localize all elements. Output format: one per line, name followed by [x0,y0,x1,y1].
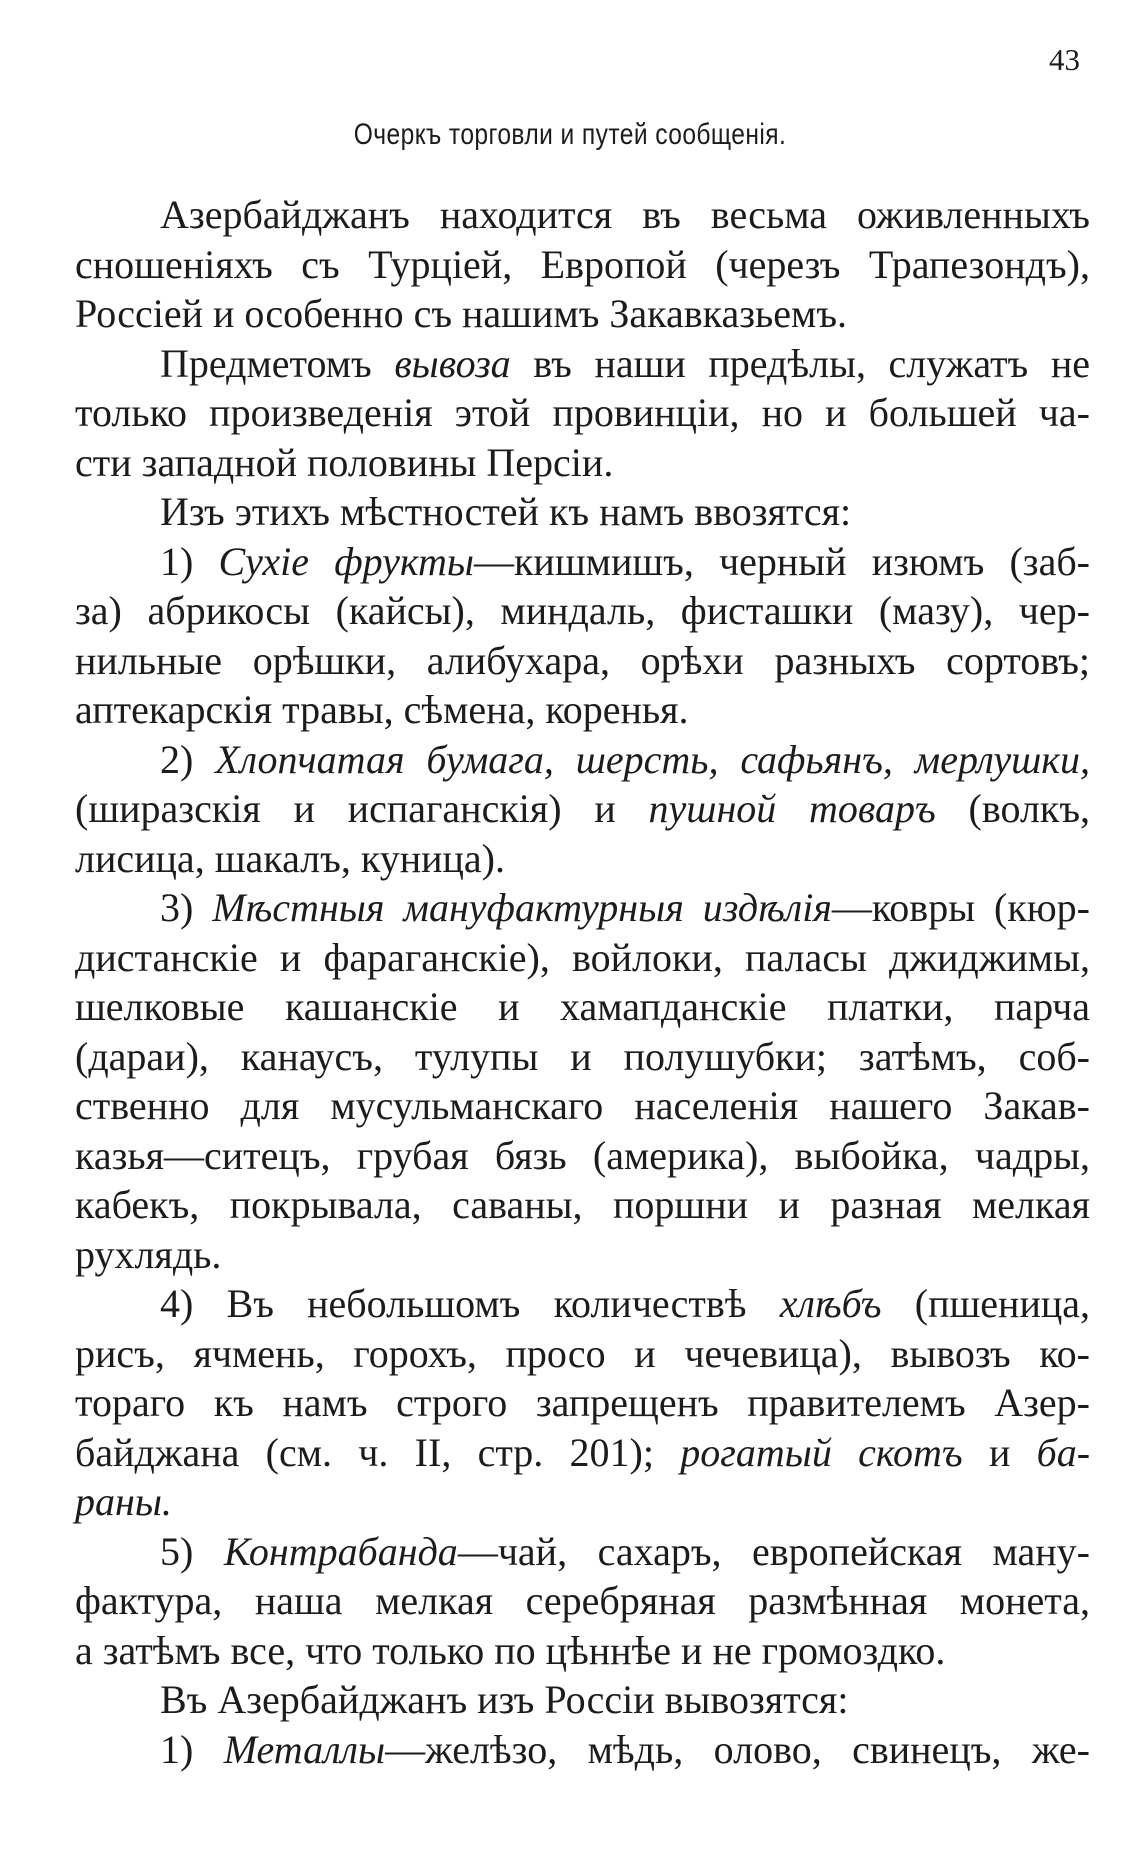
paragraph [75,883,1090,1279]
emphasis: раны. [75,1479,172,1524]
text-line: байджана (см. ч. II, стр. 201); рогатый скотъ и ба- [75,1429,1091,1475]
paragraph [75,1675,1090,1725]
text-line [75,1477,1090,1527]
text-line: Россіей и особенно съ нашимъ Закавказьемъ. [75,291,848,336]
text-line: Азербайджанъ находится въ весьма оживленныхъ [160,192,1090,237]
running-header: Очеркъ торговли и путей сообщенія. [353,118,787,151]
emphasis: хлѣбъ [779,1281,882,1326]
emphasis: Металлы [223,1726,386,1772]
text-line: сношеніяхъ съ Турціей, Европой (черезъ Трапезондъ), [75,241,1090,287]
text-line: Въ Азербайджанъ изъ Россіи вывозятся: [160,1677,849,1722]
text-line: Предметомъ вывоза въ наши предѣлы, служатъ не [160,340,1090,386]
text-line: 2) Хлопчатая бумага, шерсть, сафьянъ, мерлушки, [160,736,1090,782]
text-line: аптекарскія травы, сѣмена, коренья. [75,687,689,732]
paragraph [75,1725,1090,1775]
text-line: (дараи), канаусъ, тулупы и полушубки; затѣмъ, соб- [75,1033,1090,1079]
text-line: (ширазскія и испаганскія) и пушной товаръ (волкъ, [75,786,1091,831]
emphasis: Контрабанда [223,1528,458,1574]
text-line: нильные орѣшки, алибухара, орѣхи разныхъ сортовъ; [75,637,1090,683]
text-line: дистанскіе и фараганскіе), войлоки, паласы джиджимы, [75,934,1090,980]
paragraph [75,190,1090,339]
text-line: Изъ этихъ мѣстностей къ намъ ввозятся: [160,489,852,534]
paragraph [75,1527,1090,1676]
paragraph [75,339,1090,488]
text-line: 5) Контрабанда—чай, сахаръ, европейская ману- [160,1528,1090,1574]
emphasis: Хлопчатая бумага, шерсть, сафьянъ, мерлушки, [215,736,1090,782]
text-line: а затѣмъ все, что только по цѣннѣе и не громоздко. [75,1627,946,1673]
text-line: шелковые кашанскіе и хамапданскіе платки, парча [75,984,1090,1029]
emphasis: Сухіе фрукты [218,538,474,584]
paragraph [75,537,1090,735]
text-line: ственно для мусульманскаго населенія нашего Закав- [75,1083,1090,1128]
text-line: 4) Въ небольшомъ количествѣ хлѣбъ (пшеница, [160,1281,1091,1326]
text-line: за) абрикосы (кайсы), миндаль, фисташки (мазу), чер- [75,588,1090,633]
text-line: фактура, наша мелкая серебряная размѣнная монета, [75,1578,1090,1623]
text-line: 1) Металлы—желѣзо, мѣдь, олово, свинецъ, же- [160,1726,1091,1772]
text-line: лисица, шакалъ, куница). [75,835,505,881]
page-body [75,190,1090,1774]
emphasis: ба- [1036,1429,1091,1475]
page-number: 43 [1049,42,1080,77]
text-line: рисъ, ячмень, горохъ, просо и чечевица), вывозъ ко- [75,1330,1090,1376]
paragraph [75,487,1090,537]
text-line: только произведенія этой провинціи, но и большей ча- [75,390,1090,435]
emphasis: рогатый скотъ [680,1429,963,1475]
paragraph [75,1279,1090,1527]
text-line: 3) Мѣстныя мануфактурныя издѣлія—ковры (кюр- [160,885,1090,930]
text-line: тораго къ намъ строго запрещенъ правителемъ Азер- [75,1380,1090,1425]
emphasis: пушной товаръ [648,786,936,831]
emphasis: Мѣстныя мануфактурныя издѣлія [212,885,832,930]
text-line: кабекъ, покрывала, саваны, поршни и разная мелкая [75,1182,1090,1227]
paragraph [75,735,1090,884]
text-line: казья—ситецъ, грубая бязь (америка), выбойка, чадры, [75,1132,1090,1178]
text-line: сти западной половины Персіи. [75,439,614,485]
text-line: рухлядь. [75,1231,222,1277]
text-line: 1) Сухіе фрукты—кишмишъ, черный изюмъ (заб- [160,538,1090,584]
emphasis: вывоза [394,340,511,386]
